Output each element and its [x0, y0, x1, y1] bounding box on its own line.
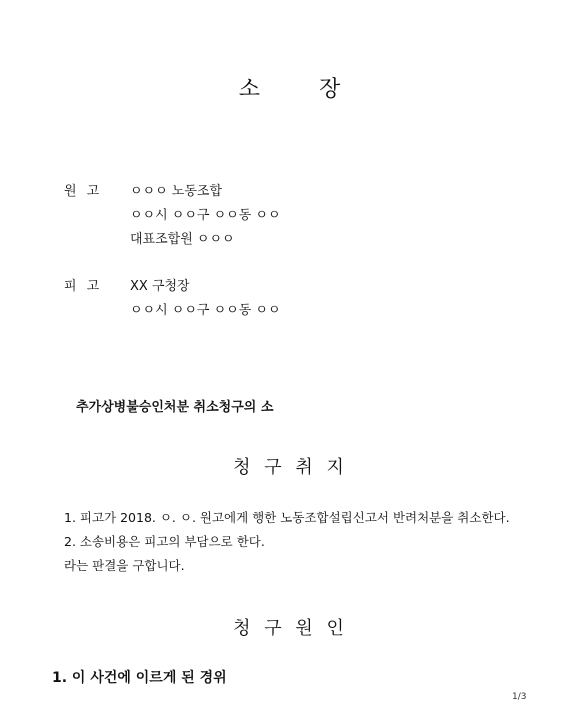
plaintiff-block [64, 180, 281, 252]
plaintiff-label: 원 고 [64, 184, 103, 199]
document-title [0, 72, 581, 103]
title-part-1: 소 [238, 77, 262, 102]
claim-purpose-body [64, 506, 510, 578]
plaintiff-address: ㅇㅇ시 ㅇㅇ구 ㅇㅇ동 ㅇㅇ [130, 208, 281, 223]
defendant-address: ㅇㅇ시 ㅇㅇ구 ㅇㅇ동 ㅇㅇ [130, 303, 281, 318]
defendant-block [64, 275, 281, 323]
case-name: 추가상병불승인처분 취소청구의 소 [76, 400, 274, 415]
defendant-label: 피 고 [64, 279, 103, 294]
plaintiff-representative: 대표조합원 ㅇㅇㅇ [130, 232, 235, 247]
claim-item-2: 2. 소송비용은 피고의 부담으로 한다. [64, 534, 265, 549]
page-number: 1/3 [512, 692, 527, 702]
claim-cause-heading: 청 구 원 인 [233, 618, 348, 639]
claim-purpose-heading: 청 구 취 지 [233, 457, 348, 478]
claim-closing: 라는 판결을 구합니다. [64, 558, 185, 573]
plaintiff-name: ㅇㅇㅇ 노동조합 [130, 184, 223, 199]
defendant-name: XX 구청장 [130, 279, 190, 294]
claim-item-1: 1. 피고가 2018. ㅇ. ㅇ. 원고에게 행한 노동조합설립신고서 반려처분을 취소한다. [64, 510, 510, 525]
subsection-heading: 1. 이 사건에 이르게 된 경위 [52, 670, 227, 686]
title-part-2: 장 [319, 77, 343, 102]
